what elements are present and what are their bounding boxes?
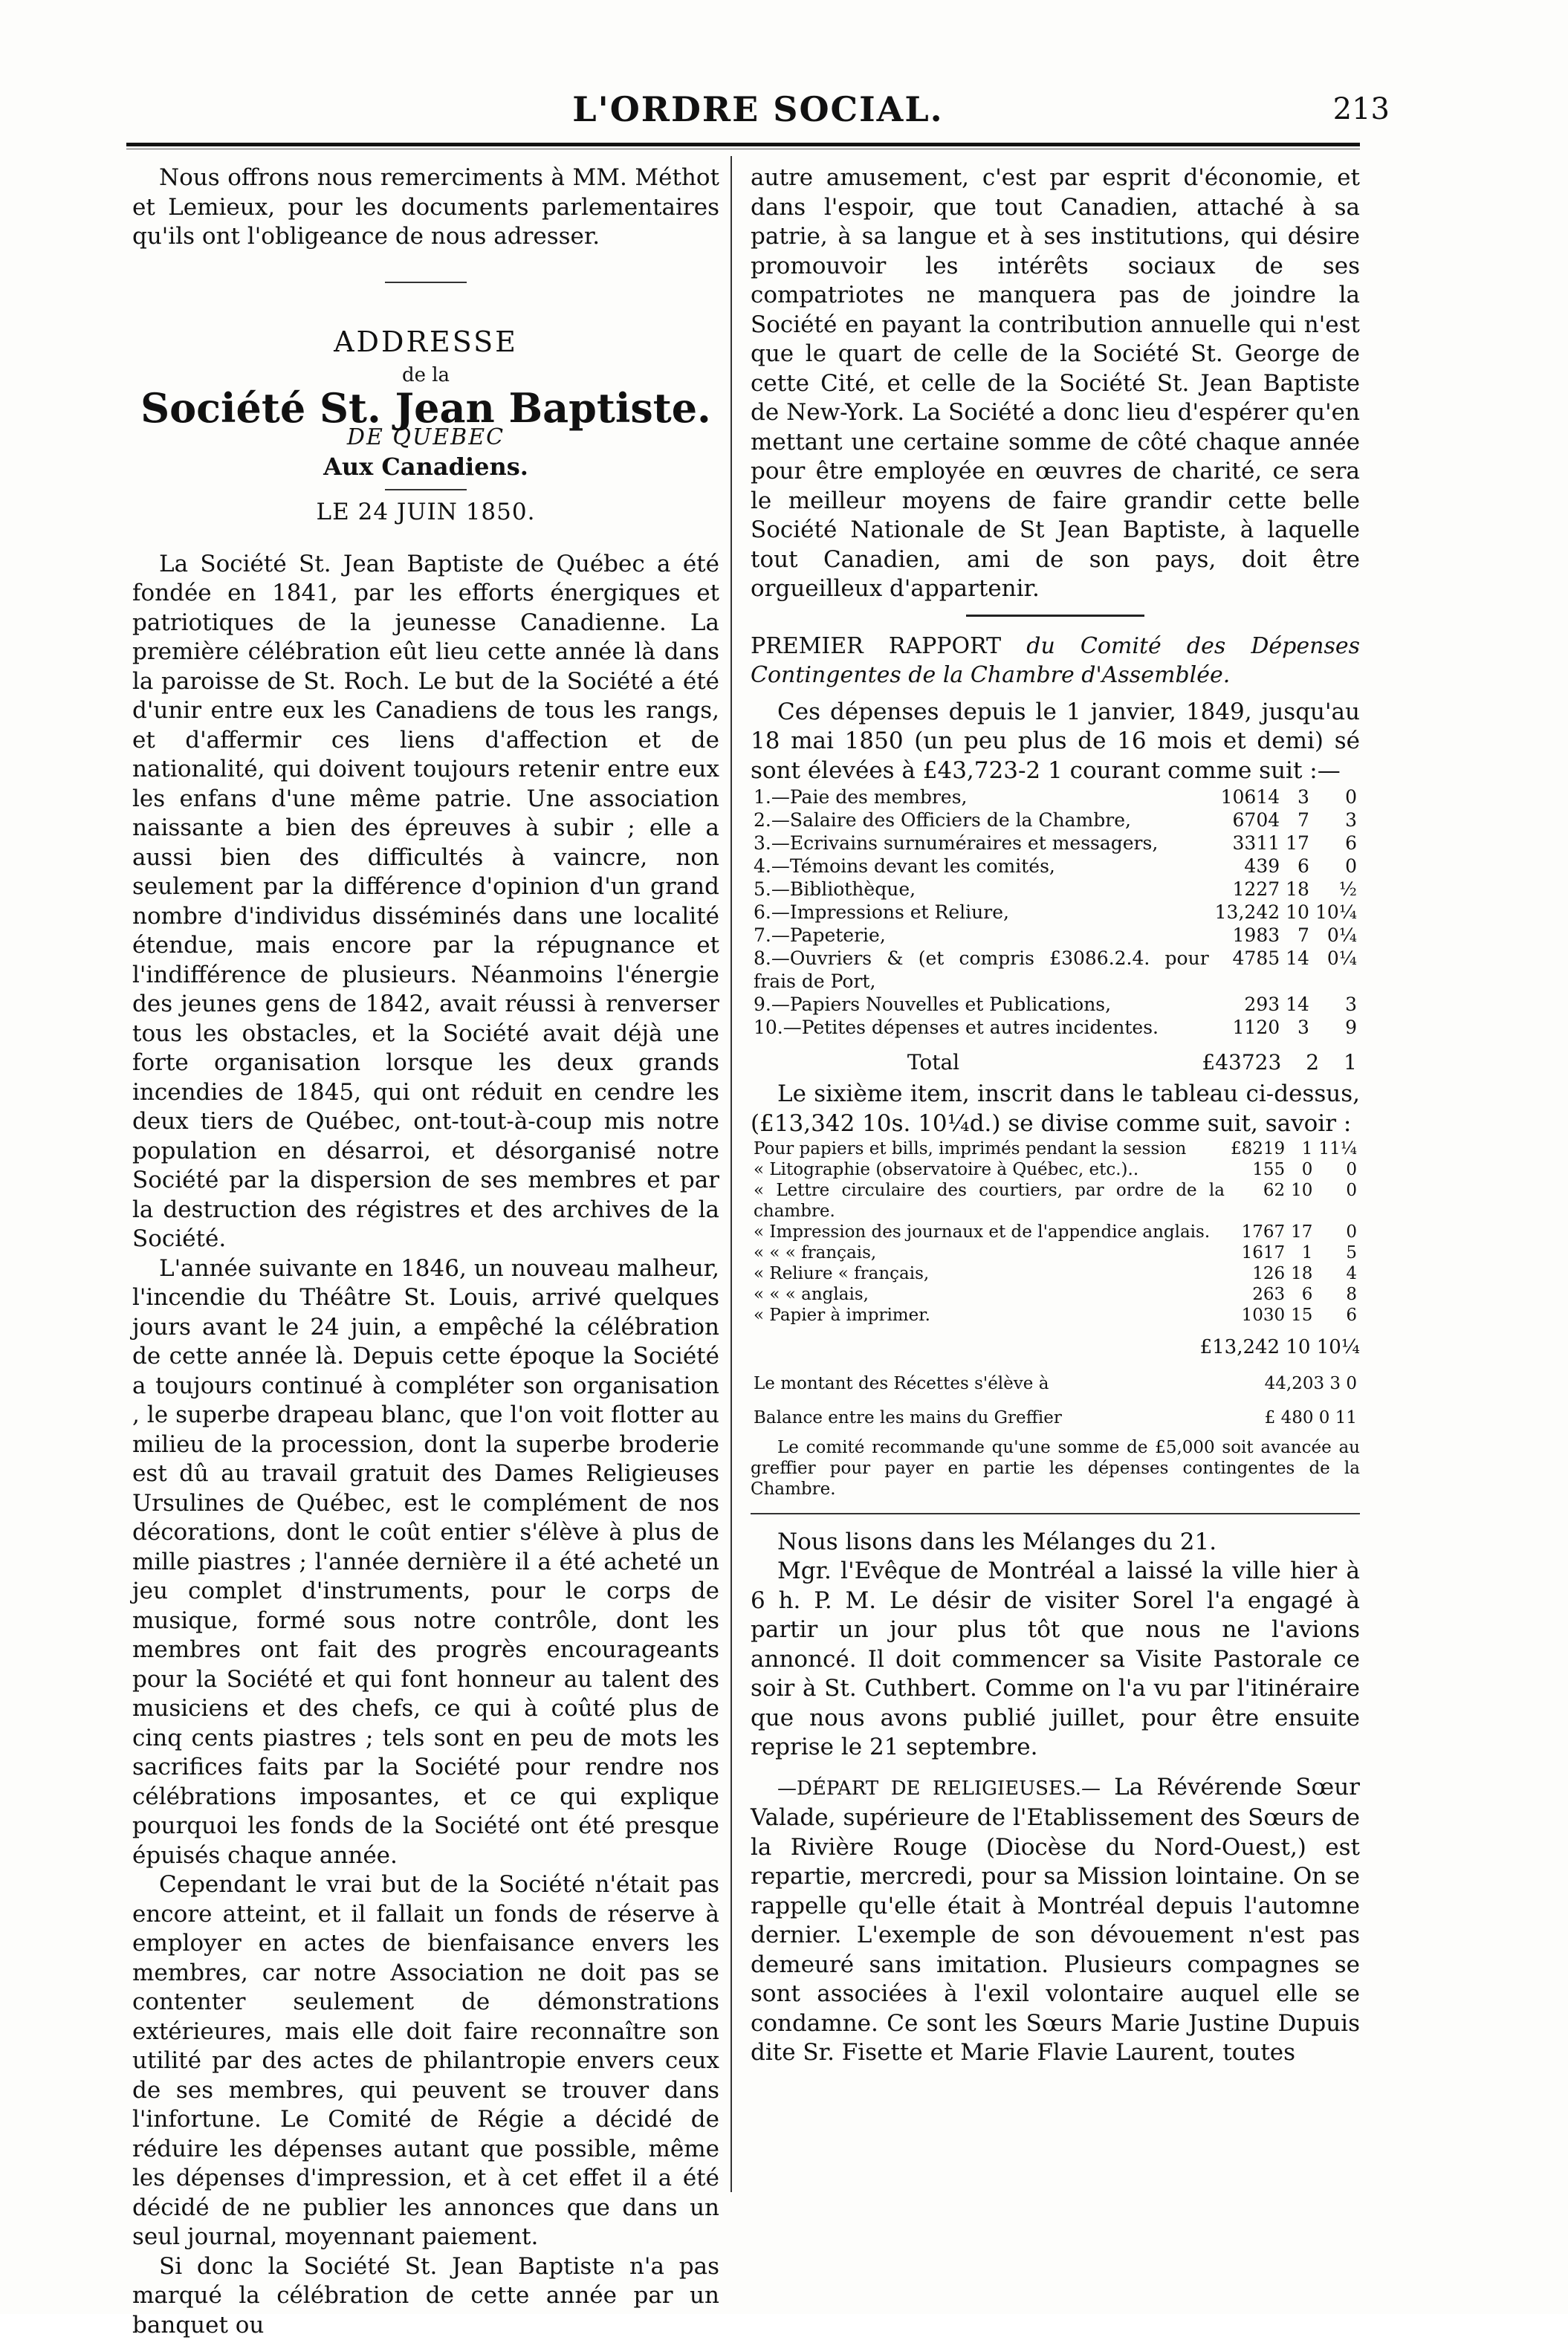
expense-row [751,785,1360,808]
article-continuation: autre amusement, c'est par esprit d'économie, et dans l'espoir, que tout Canadien, attaché à sa patrie, à sa langue et à ses institutions, qui désire promouvoir les intérêts sociaux de ses compatriotes ne manquera pas de joindre la Société en payant la contribution annuelle qui n'est que le quart de celle de la Société St. George de cette Cité, et celle de la Société St. Jean Baptiste de New-York. La Société a donc lieu d'espérer qu'en mettant une certaine somme de côté chaque année pour être employée en œuvres de charité, ce sera le meilleur moyens de faire grandir cette belle Société Nationale de St Jean Baptiste, à laquelle tout Canadien, ami de son pays, doit être orgueilleux d'appartenir. [751,163,1360,604]
sub-expense-shillings: 1 [1288,1242,1315,1263]
total-pounds: £43723 [1116,1039,1284,1074]
society-title: Société St. Jean Baptiste. [132,394,719,424]
sub-expense-label: « Litographie (observatoire à Québec, etc.).. [751,1159,1228,1180]
expense-row [751,855,1360,878]
expense-shillings: 14 [1283,993,1312,1016]
balance-value: £ 480 0 11 [1215,1407,1360,1428]
expense-row [751,832,1360,855]
expense-total [751,1039,1360,1074]
depart-paragraph [751,1773,1360,2068]
report-prefix: PREMIER RAPPORT [751,633,1001,659]
melanges-heading: Nous lisons dans les Mélanges du 21. [751,1528,1360,1558]
melanges-paragraph: Mgr. l'Evêque de Montréal a laissé la ville hier à 6 h. P. M. Le désir de visiter Sorel l'a engagé à partir un jour plus tôt que nous ne l'avions annoncé. Il doit commencer sa Visite Pastorale ce soir à St. Cuthbert. Comme on l'a vu par l'itinéraire que nous avons publié juillet, pour être ensuite reprise le 21 septembre. [751,1557,1360,1763]
expense-label: 7.—Papeterie, [751,924,1212,947]
expense-label: 3.—Ecrivains surnuméraires et messagers, [751,832,1212,855]
sub-expense-shillings: 0 [1288,1159,1315,1180]
page-number: 213 [1333,92,1390,126]
expense-pounds: 10614 [1212,785,1283,808]
expense-shillings: 3 [1283,1016,1312,1039]
expense-shillings: 18 [1283,878,1312,901]
article-paragraph: L'année suivante en 1846, un nouveau malheur, l'incendie du Théâtre St. Louis, arrivé quelques jours avant le 24 juin, a empêché la célébration de cette année là. Depuis cette époque la Société a toujours continué à compléter son organisation , le superbe drapeau blanc, que l'on voit flotter au milieu de la procession, dont la superbe broderie est dû au travail gratuit des Dames Religieuses Ursulines de Québec, est le complément de nos décorations, dont le coût entier s'élève à plus de mille piastres ; l'année dernière il a été acheté un jeu complet d'instruments, pour le corps de musique, formé sous notre contrôle, dont les membres ont fait des progrès encourageants pour la Société et qui font honneur au talent des musiciens et des chefs, ce qui à coûté plus de cinq cents piastres ; tels sont en peu de mots les sacrifices faits par la Société pour rendre nos célébrations imposantes, et ce qui explique pourquoi les fonds de la Société ont été presque épuisés chaque année. [132,1254,719,1871]
expense-shillings: 17 [1283,832,1312,855]
depart-text: La Révérende Sœur Valade, supérieure de l'Etablissement des Sœurs de la Rivière Rouge (Diocèse du Nord-Ouest,) est repartie, mercredi, pour sa Mission lointaine. On se rappelle qu'elle était à Montréal depuis l'automne dernier. L'exemple de son dévouement n'est pas demeuré sans imitation. Plusieurs compagnes se sont associées à l'exil volontaire auquel elle se condamne. Ce sont les Sœurs Marie Justine Dupuis dite Sr. Fisette et Marie Flavie Laurent, toutes [751,1774,1360,2067]
sub-expense-row [751,1242,1360,1263]
sub-expense-row [751,1180,1360,1222]
expense-row [751,808,1360,832]
separator [385,282,467,283]
separator [385,489,467,490]
sub-expense-pounds: 1767 [1228,1222,1288,1242]
expense-label: 10.—Petites dépenses et autres incidentes. [751,1016,1212,1039]
sub-expense-shillings: 10 [1288,1180,1315,1222]
expense-row [751,1016,1360,1039]
sub-expense-shillings: 1 [1288,1138,1315,1159]
right-column [751,163,1360,2068]
expense-table [751,785,1360,1039]
sub-expense-row [751,1159,1360,1180]
expense-pounds: 439 [1212,855,1283,878]
sub-expense-pounds: 126 [1228,1263,1288,1284]
expense-pence: 6 [1312,832,1360,855]
expense-row [751,947,1360,993]
sub-expense-pence: 11¼ [1315,1138,1360,1159]
sub-expense-pence: 8 [1315,1284,1360,1305]
sub-expense-pounds: 62 [1228,1180,1288,1222]
expense-pence: 0 [1312,785,1360,808]
separator [751,1513,1360,1514]
sub-expense-label: « Reliure « français, [751,1263,1228,1284]
expense-shillings: 14 [1283,947,1312,993]
article-paragraph: La Société St. Jean Baptiste de Québec a été fondée en 1841, par les efforts énergiques et patriotiques de la jeunesse Canadienne. La première célébration eût lieu cette année là dans la paroisse de St. Roch. Le but de la Société a été d'unir entre eux les Canadiens de tous les rangs, et d'affermir ces liens d'affection et de nationalité, qui doivent toujours retenir entre eux les enfans d'une même patrie. Une association naissante a bien des épreuves à subir ; elle a aussi bien des difficultés à vaincre, non seulement par la différence d'opinion d'un grand nombre d'individus disséminés dans une localité étendue, mais encore par la répugnance et l'indifférence de plusieurs. Néanmoins l'énergie des jeunes gens de 1842, avait réussi à renverser tous les obstacles, et la Société avait déjà une forte organisation lorsque les deux grands incendies de 1845, qui ont réduit en cendre les deux tiers de Québec, ont-tout-à-coup mis notre population en désarroi, et désorganisé notre Société par la dispersion de ses membres et par la destruction des régistres et des archives de la Société. [132,550,719,1254]
sub-expense-pounds: 1030 [1228,1305,1288,1326]
de-la-text: de la [132,361,719,391]
separator [966,615,1144,617]
left-column [132,163,719,2340]
expense-pence: 3 [1312,993,1360,1016]
expense-shillings: 3 [1283,785,1312,808]
sub-expense-label: « Papier à imprimer. [751,1305,1228,1326]
sub-expense-pence: 4 [1315,1263,1360,1284]
sub-expense-shillings: 17 [1288,1222,1315,1242]
sub-expense-pence: 0 [1315,1222,1360,1242]
expense-pounds: 3311 [1212,832,1283,855]
expense-pence: ½ [1312,878,1360,901]
total-pence: 1 [1322,1039,1360,1074]
sub-expense-label: « Impression des journaux et de l'appendice anglais. [751,1222,1228,1242]
sub-expense-row [751,1305,1360,1326]
expense-label: 6.—Impressions et Reliure, [751,901,1212,924]
expense-label: 9.—Papiers Nouvelles et Publications, [751,993,1212,1016]
sub-expense-pounds: 263 [1228,1284,1288,1305]
header-rule [126,143,1360,146]
sub-expense-shillings: 18 [1288,1263,1315,1284]
sub-expense-pounds: 155 [1228,1159,1288,1180]
sub-expense-pence: 0 [1315,1159,1360,1180]
expense-shillings: 7 [1283,924,1312,947]
sub-expense-label: « Lettre circulaire des courtiers, par ordre de la chambre. [751,1180,1228,1222]
sub-expense-label: « « « français, [751,1242,1228,1263]
expense-pounds: 1983 [1212,924,1283,947]
expense-shillings: 7 [1283,808,1312,832]
expense-pounds: 4785 [1212,947,1283,993]
report-intro: Ces dépenses depuis le 1 janvier, 1849, jusqu'au 18 mai 1850 (un peu plus de 16 mois et demi) sé sont élevées à £43,723-2 1 courant comme suit :— [751,698,1360,786]
sub-expense-label: « « « anglais, [751,1284,1228,1305]
total-label: Total [751,1039,1116,1074]
expense-pounds: 1227 [1212,878,1283,901]
sub-expense-pence: 5 [1315,1242,1360,1263]
article-paragraph: Si donc la Société St. Jean Baptiste n'a pas marqué la célébration de cette année par un banquet ou [132,2252,719,2340]
sub-expense-pounds: £8219 [1228,1138,1288,1159]
expense-pence: 9 [1312,1016,1360,1039]
expense-label: 1.—Paie des membres, [751,785,1212,808]
sub-expense-shillings: 15 [1288,1305,1315,1326]
sub-expense-pence: 6 [1315,1305,1360,1326]
expense-row [751,901,1360,924]
sub-expense-row [751,1222,1360,1242]
sub-expense-pounds: 1617 [1228,1242,1288,1263]
expense-label: 8.—Ouvriers & (et compris £3086.2.4. pour frais de Port, [751,947,1212,993]
sixth-item-text: Le sixième item, inscrit dans le tableau ci-dessus, (£13,342 10s. 10¼d.) se divise comme suit, savoir : [751,1080,1360,1138]
de-quebec-text: DE QUEBEC [132,423,719,453]
depart-heading: —DÉPART DE RELIGIEUSES.— [777,1777,1101,1800]
expense-row [751,993,1360,1016]
expense-pence: 0¼ [1312,947,1360,993]
sub-expense-table [751,1138,1360,1326]
expense-pounds: 13,242 [1212,901,1283,924]
comite-note: Le comité recommande qu'une somme de £5,000 soit avancée au greffier pour payer en partie les dépenses contingentes de la Chambre. [751,1437,1360,1500]
sub-total: £13,242 10 10¼ [751,1333,1360,1363]
expense-row [751,878,1360,901]
aux-canadiens-heading: Aux Canadiens. [132,453,719,482]
balance-label: Balance entre les mains du Greffier [751,1407,1215,1428]
expense-pence: 3 [1312,808,1360,832]
sub-expense-pence: 0 [1315,1180,1360,1222]
report-heading [751,632,1360,690]
expense-label: 2.—Salaire des Officiers de la Chambre, [751,808,1212,832]
expense-pounds: 1120 [1212,1016,1283,1039]
sub-expense-row [751,1284,1360,1305]
report-title: du Comité des Dépenses Contingentes de la Chambre d'Assemblée. [751,633,1360,689]
balance-table [751,1373,1360,1428]
expense-pence: 0¼ [1312,924,1360,947]
address-heading: ADDRESSE [132,328,719,357]
sub-expense-row [751,1263,1360,1284]
page-title: L'ORDRE SOCIAL. [149,89,1367,129]
column-divider [730,156,732,2192]
expense-pence: 0 [1312,855,1360,878]
intro-paragraph: Nous offrons nous remerciments à MM. Méthot et Lemieux, pour les documents parlementaires qu'ils ont l'obligeance de nous adresser. [132,163,719,252]
address-date: LE 24 JUIN 1850. [132,498,719,528]
expense-label: 4.—Témoins devant les comités, [751,855,1212,878]
expense-pence: 10¼ [1312,901,1360,924]
masthead [149,89,1367,134]
expense-shillings: 6 [1283,855,1312,878]
sub-expense-shillings: 6 [1288,1284,1315,1305]
expense-pounds: 6704 [1212,808,1283,832]
expense-shillings: 10 [1283,901,1312,924]
sub-expense-row [751,1138,1360,1159]
recettes-label: Le montant des Récettes s'élève à [751,1373,1215,1394]
expense-row [751,924,1360,947]
recettes-value: 44,203 3 0 [1215,1373,1360,1394]
expense-label: 5.—Bibliothèque, [751,878,1212,901]
expense-pounds: 293 [1212,993,1283,1016]
article-paragraph: Cependant le vrai but de la Société n'était pas encore atteint, et il fallait un fonds de réserve à employer en actes de bienfaisance envers les membres, car notre Association ne doit pas se contenter seulement de démonstrations extérieures, mais elle doit faire reconnaître son utilité par des actes de philantropie envers ceux de ses membres, qui peuvent se trouver dans l'infortune. Le Comité de Régie a décidé de réduire les dépenses autant que possible, même les dépenses d'impression, et à cet effet il a été décidé de ne publier les annonces que dans un seul journal, moyennant paiement. [132,1870,719,2252]
total-shillings: 2 [1284,1039,1322,1074]
sub-expense-label: Pour papiers et bills, imprimés pendant la session [751,1138,1228,1159]
